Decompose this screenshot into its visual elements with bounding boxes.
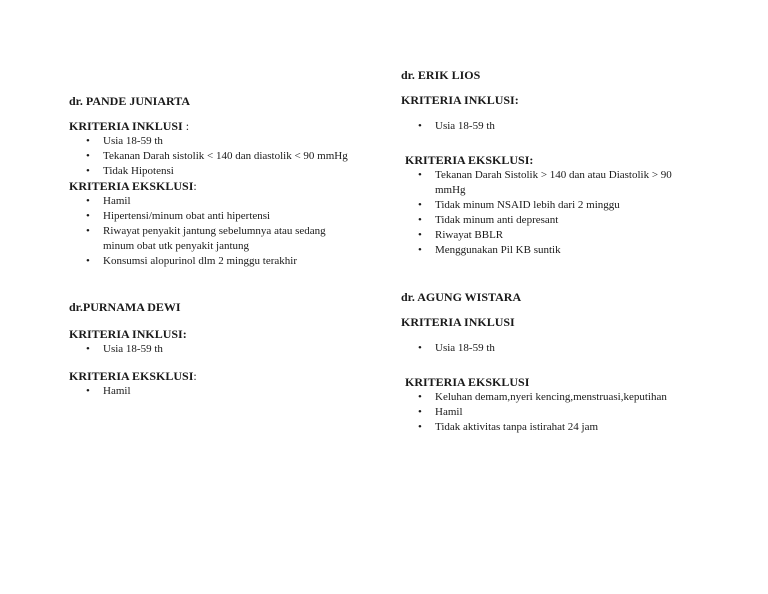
inclusion-colon: : — [182, 119, 190, 133]
inclusion-heading — [401, 315, 721, 330]
inclusion-title: KRITERIA INKLUSI: — [69, 327, 187, 341]
list-item: • Konsumsi alopurinol dlm 2 minggu terakhir — [69, 254, 389, 269]
exclusion-list — [401, 168, 701, 258]
doctor-name: dr. ERIK LIOS — [401, 68, 481, 82]
list-item: • Usia 18-59 th — [69, 134, 389, 149]
list-item: • Usia 18-59 th — [401, 341, 721, 356]
exclusion-heading — [401, 153, 701, 168]
list-item: • Menggunakan Pil KB suntik — [401, 243, 701, 258]
exclusion-heading — [401, 375, 721, 390]
list-item: • Hamil — [69, 384, 389, 399]
inclusion-list — [69, 134, 389, 179]
exclusion-list — [401, 390, 721, 435]
list-item: • Hamil — [69, 194, 389, 209]
exclusion-colon: : — [193, 369, 197, 383]
list-item: • Tekanan Darah Sistolik > 140 dan atau Diastolik > 90 mmHg — [401, 168, 701, 198]
inclusion-list — [401, 341, 721, 356]
list-item: • Tidak Hipotensi — [69, 164, 389, 179]
exclusion-colon: : — [193, 179, 197, 193]
doctor-section-agung — [401, 290, 721, 435]
doctor-section-pande — [69, 94, 389, 269]
exclusion-heading — [69, 179, 389, 194]
inclusion-list — [401, 119, 701, 134]
exclusion-title: KRITERIA EKSKLUSI: — [405, 153, 534, 167]
inclusion-title: KRITERIA INKLUSI: — [401, 93, 519, 107]
doctor-section-erik — [401, 68, 701, 258]
list-item: • Hamil — [401, 405, 721, 420]
inclusion-title: KRITERIA INKLUSI — [401, 315, 515, 329]
inclusion-heading — [69, 327, 389, 342]
doctor-section-purnama — [69, 300, 389, 399]
list-item: • Riwayat penyakit jantung sebelumnya atau sedang minum obat utk penyakit jantung — [69, 224, 353, 254]
list-item: • Usia 18-59 th — [69, 342, 389, 357]
exclusion-title: KRITERIA EKSKLUSI — [405, 375, 530, 389]
list-item: • Usia 18-59 th — [401, 119, 701, 134]
inclusion-list — [69, 342, 389, 357]
exclusion-heading — [69, 369, 389, 384]
list-item: • Hipertensi/minum obat anti hipertensi — [69, 209, 389, 224]
doctor-name: dr. AGUNG WISTARA — [401, 290, 522, 304]
inclusion-heading — [69, 119, 389, 134]
exclusion-list — [69, 384, 389, 399]
exclusion-list — [69, 194, 389, 269]
list-item: • Keluhan demam,nyeri kencing,menstruasi,keputihan — [401, 390, 721, 405]
list-item: • Tekanan Darah sistolik < 140 dan diastolik < 90 mmHg — [69, 149, 389, 164]
list-item: • Tidak aktivitas tanpa istirahat 24 jam — [401, 420, 721, 435]
inclusion-title: KRITERIA INKLUSI — [69, 119, 183, 133]
list-item: • Riwayat BBLR — [401, 228, 701, 243]
doctor-name: dr. PANDE JUNIARTA — [69, 94, 191, 108]
doctor-name: dr.PURNAMA DEWI — [69, 300, 181, 314]
list-item: • Tidak minum anti depresant — [401, 213, 701, 228]
exclusion-title: KRITERIA EKSKLUSI — [69, 369, 194, 383]
inclusion-heading — [401, 93, 701, 108]
list-item: • Tidak minum NSAID lebih dari 2 minggu — [401, 198, 701, 213]
exclusion-title: KRITERIA EKSKLUSI — [69, 179, 194, 193]
